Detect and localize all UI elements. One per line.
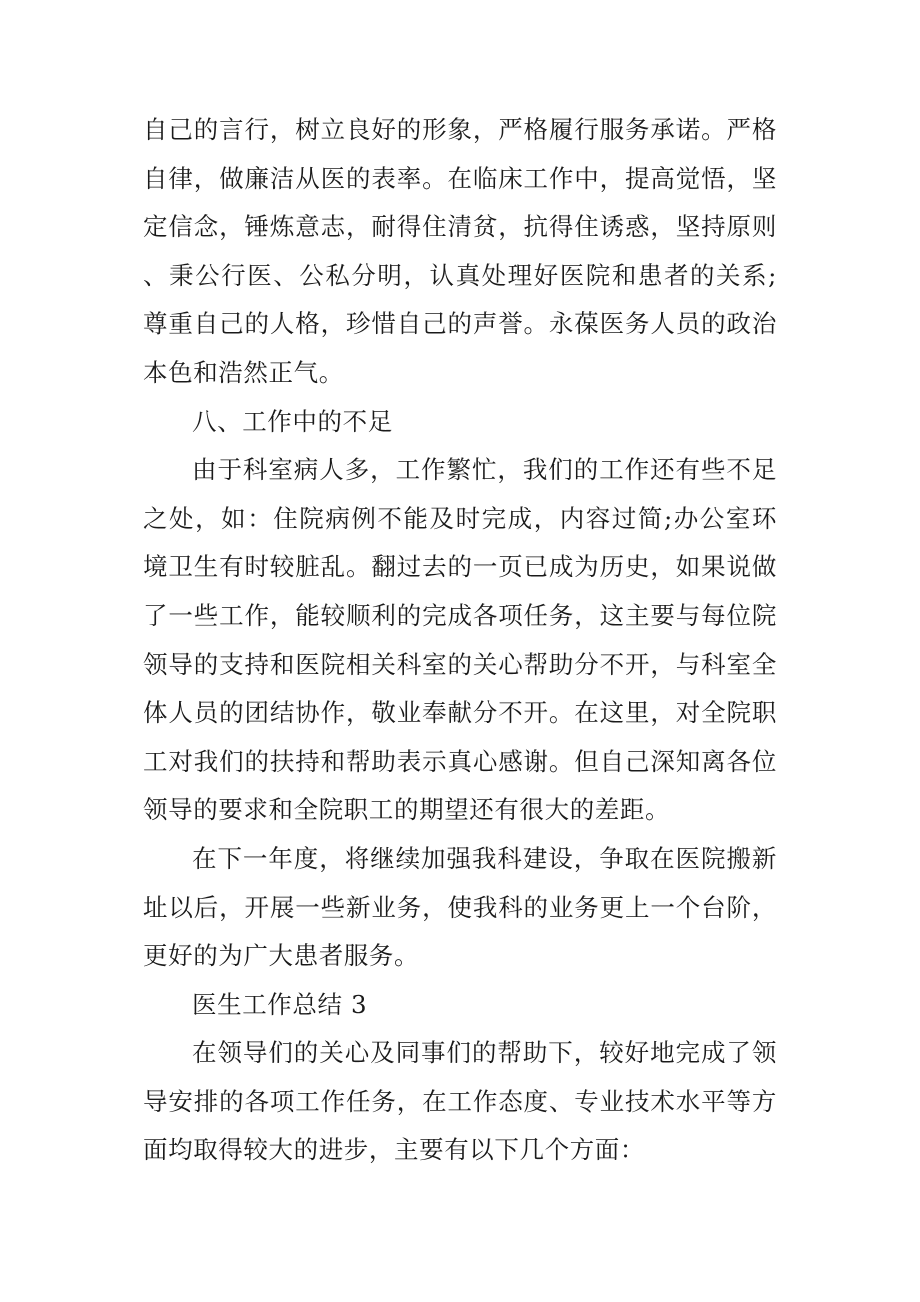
paragraph-next-year-plan: 在下一年度，将继续加强我科建设，争取在医院搬新址以后，开展一些新业务，使我科的业务更上一个台阶，更好的为广大患者服务。 bbox=[143, 843, 777, 971]
section-heading-summary-3: 医生工作总结 3 bbox=[192, 989, 368, 1019]
paragraph-summary-3-intro: 在领导们的关心及同事们的帮助下，较好地完成了领导安排的各项工作任务，在工作态度、专业技术水平等方面均取得较大的进步，主要有以下几个方面： bbox=[143, 1038, 777, 1165]
document-body bbox=[143, 106, 777, 1175]
section-heading-shortcomings: 八、工作中的不足 bbox=[192, 406, 393, 436]
paragraph-shortcomings: 由于科室病人多，工作繁忙，我们的工作还有些不足之处，如：住院病例不能及时完成，内容过简;办公室环境卫生有时较脏乱。翻过去的一页已成为历史，如果说做了一些工作，能较顺利的完成各项任务，这主要与每位院领导的支持和医院相关科室的关心帮助分不开，与科室全体人员的团结协作，敬业奉献分不开。在这里，对全院职工对我们的扶持和帮助表示真心感谢。但自己深知离各位领导的要求和全院职工的期望还有很大的差距。 bbox=[143, 455, 777, 825]
paragraph-conduct: 自己的言行，树立良好的形象，严格履行服务承诺。严格自律，做廉洁从医的表率。在临床工作中，提高觉悟，坚定信念，锤炼意志，耐得住清贫，抗得住诱惑，坚持原则、秉公行医、公私分明，认真处理好医院和患者的关系;尊重自己的人格，珍惜自己的声誉。永葆医务人员的政治本色和浩然正气。 bbox=[143, 115, 777, 387]
